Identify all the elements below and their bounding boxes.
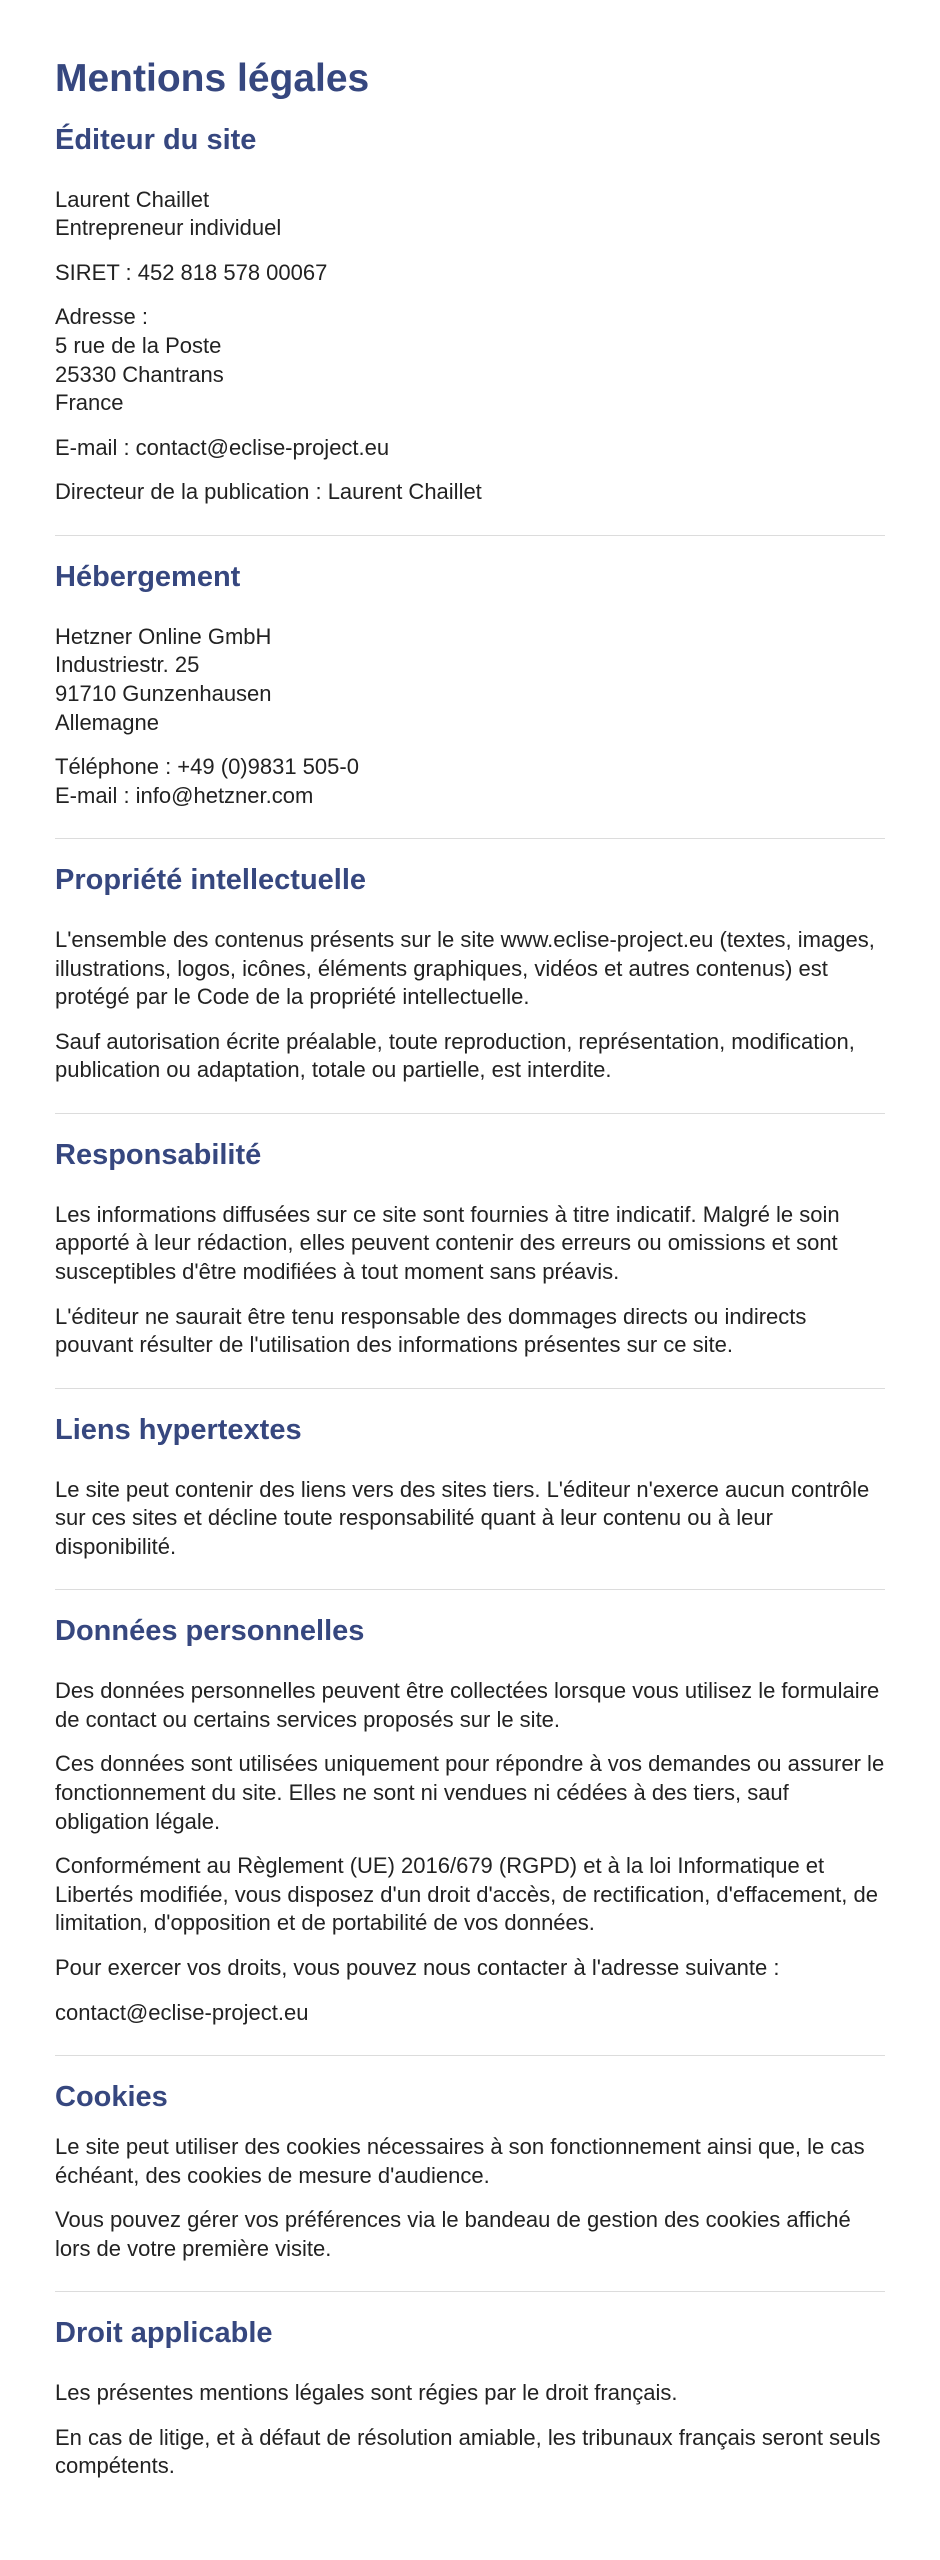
propriete-paragraph: L'ensemble des contenus présents sur le site www.eclise-project.eu (textes, images, illustrations, logos, icônes, éléments graphiques, vidéos et autres contenus) est protégé par le Code de la propriété intellectuelle. — [55, 927, 875, 1010]
section-editeur — [55, 123, 885, 535]
editeur-address-label: Adresse : — [55, 304, 148, 330]
section-heading-editeur: Éditeur du site — [55, 123, 257, 156]
propriete-paragraph: Sauf autorisation écrite préalable, toute reproduction, représentation, modification, publication ou adaptation, totale ou partielle, est interdite. — [55, 1028, 855, 1083]
section-propriete — [55, 839, 885, 1113]
section-heading-propriete: Propriété intellectuelle — [55, 864, 367, 897]
section-heading-liens: Liens hypertextes — [55, 1413, 302, 1446]
section-responsabilite — [55, 1114, 885, 1388]
section-liens — [55, 1389, 885, 1590]
editeur-address-line: 5 rue de la Poste — [55, 332, 222, 358]
editeur-address-line: France — [55, 390, 124, 416]
hebergeur-contact — [55, 753, 885, 810]
section-donnees — [55, 1590, 885, 2055]
section-droit — [55, 2292, 885, 2509]
responsabilite-paragraph: L'éditeur ne saurait être tenu responsable des dommages directs ou indirects pouvant résulter de l'utilisation des informations présentes sur ce site. — [55, 1303, 807, 1358]
section-cookies — [55, 2056, 885, 2291]
editeur-address-line: 25330 Chantrans — [55, 361, 224, 387]
donnees-paragraph: Ces données sont utilisées uniquement pour répondre à vos demandes ou assurer le fonctionnement du site. Elles ne sont ni vendues ni cédées à des tiers, sauf obligation légale. — [55, 1751, 885, 1834]
donnees-paragraph: Des données personnelles peuvent être collectées lorsque vous utilisez le formulaire de contact ou certains services proposés sur le site. — [55, 1678, 880, 1732]
hebergeur-address — [55, 623, 885, 737]
donnees-paragraph: Pour exercer vos droits, vous pouvez nous contacter à l'adresse suivante : — [55, 1954, 780, 1980]
editeur-identity — [55, 186, 885, 243]
donnees-paragraph: Conformément au Règlement (UE) 2016/679 (RGPD) et à la loi Informatique et Libertés modifiée, vous disposez d'un droit d'accès, de rectification, d'effacement, de limitation, d'opposition et de portabilité de vos données. — [55, 1853, 878, 1936]
cookies-paragraph: Le site peut utiliser des cookies nécessaires à son fonctionnement ainsi que, le cas échéant, des cookies de mesure d'audience. — [55, 2133, 865, 2188]
section-heading-hebergement: Hébergement — [55, 560, 241, 593]
section-heading-cookies: Cookies — [55, 2081, 168, 2114]
editeur-address — [55, 303, 885, 417]
droit-paragraph: Les présentes mentions légales sont régies par le droit français. — [55, 2380, 678, 2406]
donnees-contact-email: contact@eclise-project.eu — [55, 1999, 309, 2025]
section-hebergement — [55, 536, 885, 838]
editeur-siret: SIRET : 452 818 578 00067 — [55, 259, 328, 285]
hebergeur-phone: Téléphone : +49 (0)9831 505-0 — [55, 754, 359, 780]
cookies-paragraph: Vous pouvez gérer vos préférences via le bandeau de gestion des cookies affiché lors de votre première visite. — [55, 2207, 851, 2261]
hebergeur-address-line: Industriestr. 25 — [55, 652, 200, 678]
editeur-status: Entrepreneur individuel — [55, 215, 282, 241]
hebergeur-email: E-mail : info@hetzner.com — [55, 782, 314, 808]
editeur-email: E-mail : contact@eclise-project.eu — [55, 434, 390, 460]
section-heading-responsabilite: Responsabilité — [55, 1139, 262, 1172]
hebergeur-name: Hetzner Online GmbH — [55, 623, 272, 649]
editeur-director: Directeur de la publication : Laurent Chaillet — [55, 479, 482, 505]
hebergeur-address-line: 91710 Gunzenhausen — [55, 680, 272, 706]
droit-paragraph: En cas de litige, et à défaut de résolution amiable, les tribunaux français seront seuls compétents. — [55, 2424, 881, 2479]
liens-paragraph: Le site peut contenir des liens vers des sites tiers. L'éditeur n'exerce aucun contrôle sur ces sites et décline toute responsabilité quant à leur contenu ou à leur disponibilité. — [55, 1476, 870, 1559]
editeur-name: Laurent Chaillet — [55, 186, 210, 212]
section-heading-droit: Droit applicable — [55, 2317, 273, 2350]
hebergeur-address-line: Allemagne — [55, 709, 159, 735]
page-title: Mentions légales — [55, 57, 370, 100]
responsabilite-paragraph: Les informations diffusées sur ce site sont fournies à titre indicatif. Malgré le soin apporté à leur rédaction, elles peuvent contenir des erreurs ou omissions et sont susceptibles d'être modifiées à tout moment sans préavis. — [55, 1201, 840, 1285]
section-heading-donnees: Données personnelles — [55, 1615, 365, 1648]
